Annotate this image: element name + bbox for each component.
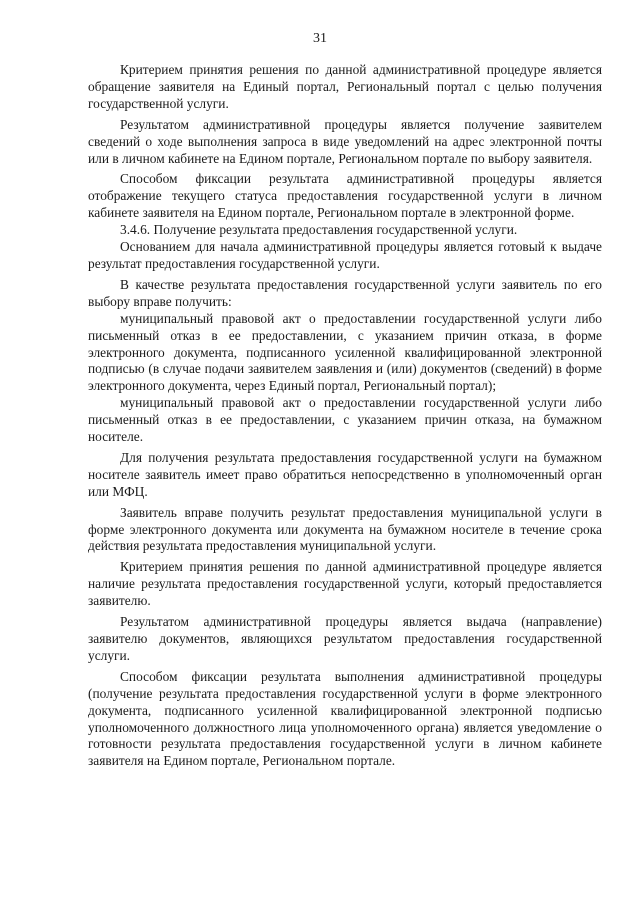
list-item: муниципальный правовой акт о предоставлении государственной услуги либо письменный отказ в ее предоставлении, с указанием причин отказа, в форме электронного документа, подписанного усиленной квалифицированной электронной подписью (в случае подачи заявителем заявления и (или) документов (сведений) в форме электронного документа, через Единый портал, Региональный портал); [88, 310, 602, 394]
paragraph: В качестве результата предоставления государственной услуги заявитель по его выбору вправе получить: [88, 276, 602, 309]
paragraph: Способом фиксации результата выполнения административной процедуры (получение результата предоставления государственной услуги в форме электронного документа, подписанного усиленной квалифицированной электронной подписью уполномоченного должностного лица уполномоченного органа) является уведомление о готовности результата предоставления государственной услуги в личном кабинете заявителя на Едином портале, Региональном портале. [88, 668, 602, 769]
paragraph: Для получения результата предоставления государственной услуги на бумажном носителе заявитель имеет право обратиться непосредственно в уполномоченный орган или МФЦ. [88, 449, 602, 499]
paragraph: Основанием для начала административной процедуры является готовый к выдаче результат предоставления государственной услуги. [88, 239, 602, 271]
list-item: муниципальный правовой акт о предоставлении государственной услуги либо письменный отказ в ее предоставлении, с указанием причин отказа, на бумажном носителе. [88, 395, 602, 445]
document-body [88, 62, 602, 770]
page-number: 31 [313, 31, 327, 46]
paragraph: Критерием принятия решения по данной административной процедуре является наличие результата предоставления государственной услуги, который предоставляется заявителю. [88, 559, 602, 609]
paragraph: Способом фиксации результата административной процедуры является отображение текущего статуса предоставления государственной услуги в личном кабинете заявителя на Едином портале, Региональном портале в электронной форме. [88, 171, 602, 221]
paragraph: Заявитель вправе получить результат предоставления муниципальной услуги в форме электронного документа или документа на бумажном носителе в течение срока действия результата предоставления муниципальной услуги. [88, 504, 602, 554]
paragraph: Результатом административной процедуры является получение заявителем сведений о ходе выполнения запроса в виде уведомлений на адрес электронной почты или в личном кабинете на Едином портале, Региональном портале по выбору заявителя. [88, 116, 602, 166]
paragraph: Критерием принятия решения по данной административной процедуре является обращение заявителя на Единый портал, Региональный портал с целью получения государственной услуги. [88, 62, 602, 111]
section-heading: 3.4.6. Получение результата предоставления государственной услуги. [120, 222, 518, 238]
paragraph: Результатом административной процедуры является выдача (направление) заявителю документов, являющихся результатом предоставления государственной услуги. [88, 614, 602, 663]
